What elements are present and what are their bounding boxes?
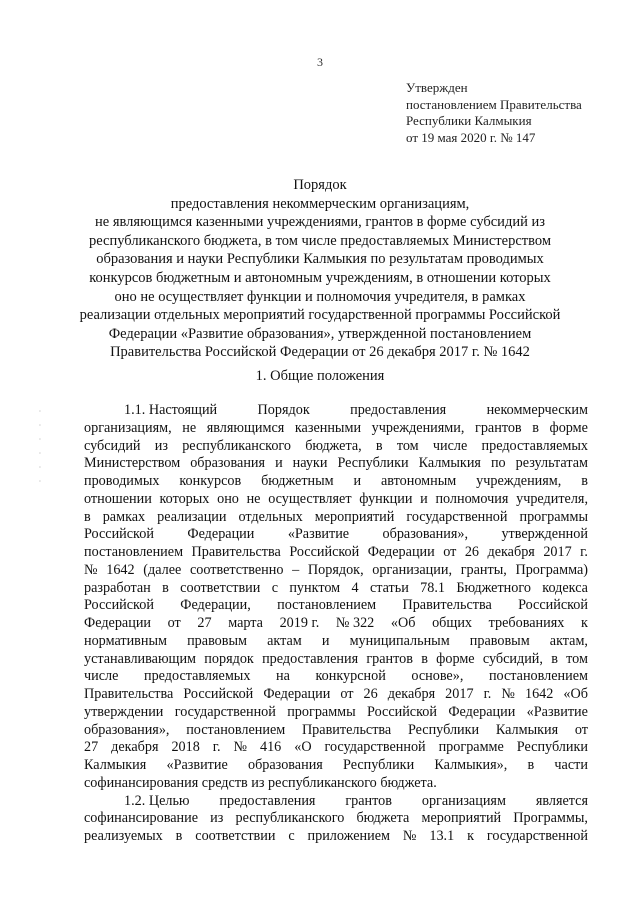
body-line xyxy=(84,615,588,633)
body-word: субсидий xyxy=(84,437,141,454)
body-word: Порядок xyxy=(257,402,310,418)
body-word: «Развитие xyxy=(526,703,588,720)
body-text xyxy=(84,402,588,846)
body-line xyxy=(84,704,588,722)
body-word: Федерации xyxy=(448,703,516,720)
title-line: Федерации «Развитие образования», утвержденной постановлением xyxy=(108,325,532,342)
title-line: не являющимся казенными учреждениями, грантов в форме субсидий из xyxy=(95,214,545,231)
body-word: бюджета xyxy=(356,810,410,827)
body-word: предоставления xyxy=(262,650,359,667)
body-word: Российской xyxy=(84,526,154,543)
body-word: проводимых xyxy=(84,473,160,489)
body-word: из xyxy=(154,437,168,454)
body-word: государственной xyxy=(406,508,508,525)
body-word: Российской xyxy=(518,597,588,614)
body-word: Российской xyxy=(84,597,154,614)
body-word: отношении xyxy=(84,490,152,507)
title-line: реализации отдельных мероприятий государственной программы Российской xyxy=(79,307,561,324)
body-word: организации, xyxy=(372,561,453,578)
body-line xyxy=(84,455,588,473)
body-line xyxy=(84,775,588,793)
body-word: правовым xyxy=(469,632,530,649)
body-line xyxy=(84,686,588,704)
body-word: на xyxy=(276,668,290,685)
body-word: программы xyxy=(287,703,356,720)
body-line xyxy=(84,828,588,846)
body-line xyxy=(84,651,588,669)
body-word: от xyxy=(574,721,588,738)
body-word: государственной xyxy=(486,828,588,844)
approval-line: постановлением Правительства xyxy=(406,96,582,112)
body-word: № 322 xyxy=(335,615,375,631)
body-word: и xyxy=(420,490,428,507)
body-word: Правительства xyxy=(191,544,281,560)
body-word: форме xyxy=(549,419,588,436)
body-word: некоммерческим xyxy=(486,402,588,418)
body-word: 78.1 xyxy=(420,579,445,596)
body-word: разработан xyxy=(84,579,151,596)
body-word: «Развитие xyxy=(287,526,350,543)
body-word: 26 xyxy=(363,686,378,702)
body-word: декабря xyxy=(111,739,159,756)
body-word: постановлением xyxy=(186,721,286,738)
body-word: г. xyxy=(580,544,588,560)
body-word: декабря xyxy=(387,686,436,702)
body-word: утвержденной xyxy=(501,526,588,543)
title-line: оно не осуществляет функции и полномочия учредителя, в рамках xyxy=(114,288,526,305)
body-line xyxy=(84,438,588,456)
body-word: марта xyxy=(228,615,263,631)
body-word: соответствии xyxy=(180,579,261,596)
body-word: – xyxy=(292,561,300,578)
margin-scan-marks: · · · · · · xyxy=(38,407,42,486)
body-word: образования», xyxy=(84,721,170,738)
body-word: оно xyxy=(217,490,239,507)
body-word: форме xyxy=(436,650,475,667)
body-word: «Развитие xyxy=(166,757,228,773)
body-word: общих xyxy=(432,615,473,631)
approval-line: от 19 мая 2020 г. № 147 xyxy=(406,129,536,145)
body-word: порядок xyxy=(204,650,254,667)
body-word: числе xyxy=(432,437,468,454)
body-word: Правительства xyxy=(84,686,174,702)
body-line xyxy=(84,473,588,491)
body-word: которых xyxy=(159,490,210,507)
body-word: Порядок, xyxy=(307,561,364,578)
body-word: статьи xyxy=(369,579,409,596)
body-word: 1642 xyxy=(106,561,135,578)
body-word: государственной xyxy=(324,739,426,756)
body-word: программе xyxy=(438,739,504,756)
body-word: Программа) xyxy=(515,561,588,578)
body-word: к xyxy=(580,615,588,631)
body-word: 2017 xyxy=(543,544,572,560)
body-line xyxy=(84,420,588,438)
body-word: республиканского xyxy=(182,437,291,454)
body-word: 26 xyxy=(464,544,479,560)
body-line xyxy=(84,562,588,580)
page-number: 3 xyxy=(317,55,323,69)
body-line xyxy=(84,810,588,828)
body-word: и xyxy=(275,455,283,472)
document-title xyxy=(60,176,580,362)
body-word: № xyxy=(233,739,248,756)
body-word: учреждениям, xyxy=(476,473,562,489)
body-word: Республики xyxy=(337,455,409,472)
body-word: в xyxy=(551,650,558,667)
body-word: в xyxy=(175,828,183,844)
body-word: грантов xyxy=(345,792,392,809)
body-word: Федерации xyxy=(367,544,435,560)
body-word: «О xyxy=(294,739,312,756)
body-word: предоставляемых xyxy=(481,437,588,454)
body-word: № xyxy=(84,561,98,578)
body-line xyxy=(84,633,588,651)
body-word: Республики xyxy=(516,739,588,756)
body-word: из xyxy=(210,810,224,827)
body-word: к xyxy=(467,828,474,844)
body-line xyxy=(84,739,588,757)
body-word: Калмыкия xyxy=(418,455,481,472)
body-word: части xyxy=(554,757,588,773)
body-word: № xyxy=(501,686,515,702)
body-word: бюджета, xyxy=(305,437,362,454)
body-word: программы xyxy=(519,508,588,525)
body-word: учреждениями, xyxy=(371,419,465,436)
body-word: Калмыкия xyxy=(495,721,559,738)
body-word: Российской xyxy=(367,703,437,720)
body-word: Республики xyxy=(407,721,480,738)
body-word: соответственно xyxy=(189,561,284,578)
body-word: субсидий, xyxy=(482,650,543,667)
body-word: требованиях xyxy=(488,615,565,631)
body-word: Калмыкия xyxy=(84,757,147,773)
body-word: от xyxy=(443,544,457,560)
body-word: с xyxy=(271,579,278,596)
body-word: в xyxy=(375,437,383,454)
body-word: конкурсной xyxy=(315,668,386,685)
body-word: в xyxy=(84,508,91,525)
body-word: Федерации xyxy=(84,615,152,631)
body-word: «Об xyxy=(563,686,588,702)
body-word: софинансирования средств из республиканского бюджета. xyxy=(84,774,437,791)
body-word: приложением xyxy=(307,828,391,844)
body-word: осуществляет xyxy=(268,490,352,507)
title-line: конкурсов бюджетным и автономным учреждениям, в отношении которых xyxy=(89,269,551,286)
body-word: конкурсов xyxy=(179,473,242,489)
body-word: Российской xyxy=(289,544,360,560)
body-word: образования xyxy=(190,455,266,472)
title-line: образования и науки Республики Калмыкия по результатам проводимых xyxy=(96,251,544,268)
body-word: 27 xyxy=(84,739,99,756)
body-word: предоставляемых xyxy=(143,668,251,685)
body-word: соответствии xyxy=(195,828,276,844)
title-line: предоставления некоммерческим организациям, xyxy=(170,195,470,212)
body-word: в xyxy=(527,757,535,773)
body-word: республиканского xyxy=(235,810,345,827)
body-word: реализации xyxy=(157,508,227,525)
body-word: государственной xyxy=(174,703,276,720)
body-word: 2017 xyxy=(445,686,474,702)
body-word: правовым xyxy=(187,632,247,649)
body-word: Правительства xyxy=(301,721,392,738)
body-word: 2018 xyxy=(171,739,200,756)
body-word: от xyxy=(340,686,354,702)
body-word: функции xyxy=(359,490,413,507)
body-word: 4 xyxy=(351,579,359,596)
body-word: 1.1. Настоящий xyxy=(124,402,218,418)
title-line: Правительства Российской Федерации от 26 декабря 2017 г. № 1642 xyxy=(110,344,530,361)
body-word: не xyxy=(182,419,197,436)
approval-line: Утвержден xyxy=(406,80,468,95)
body-word: Программы, xyxy=(513,810,588,827)
body-line xyxy=(84,722,588,740)
body-line xyxy=(84,757,588,775)
body-word: результатам xyxy=(515,455,588,472)
body-word: 2019 г. xyxy=(279,615,320,631)
body-line xyxy=(84,597,588,615)
body-word: Правительства xyxy=(402,597,492,614)
body-word: с xyxy=(288,828,295,844)
body-word: мероприятий xyxy=(314,508,395,525)
body-word: мероприятий xyxy=(421,810,502,827)
title-line: Порядок xyxy=(293,177,347,193)
body-word: реализуемых xyxy=(84,828,163,844)
approval-line: Республики Калмыкия xyxy=(406,113,532,128)
body-word: являющимся xyxy=(206,419,285,436)
body-word: основе», xyxy=(411,668,464,685)
body-word: Федерации, xyxy=(180,597,251,614)
body-word: образования xyxy=(247,757,323,773)
body-word: Республики xyxy=(343,757,415,773)
section-heading: 1. Общие положения xyxy=(255,368,385,384)
body-word: нормативным xyxy=(84,632,167,649)
body-word: г. xyxy=(212,739,221,756)
body-word: гранты, xyxy=(460,561,507,578)
body-word: полномочия xyxy=(435,490,509,507)
body-word: постановлением xyxy=(277,597,377,614)
body-line xyxy=(84,491,588,509)
body-word: в xyxy=(421,650,428,667)
body-word: казенными xyxy=(294,419,362,436)
body-word: 1.2. Целью xyxy=(124,792,190,809)
body-word: 27 xyxy=(197,615,212,631)
body-word: постановлением xyxy=(84,544,184,560)
body-word: постановлением xyxy=(488,668,588,685)
body-word: 416 xyxy=(259,739,282,756)
body-word: бюджетным xyxy=(261,473,334,489)
body-word: науки xyxy=(292,455,328,472)
body-word: в xyxy=(162,579,169,596)
body-word: № xyxy=(402,828,417,844)
body-word: организациям xyxy=(421,792,506,809)
body-word: том xyxy=(566,650,588,667)
body-word: предоставления xyxy=(219,792,316,809)
body-line xyxy=(84,793,588,811)
body-word: «Об xyxy=(390,615,416,631)
body-word: актам, xyxy=(549,632,588,649)
body-word: софинансирование xyxy=(84,810,199,827)
body-word: Российской xyxy=(183,686,254,702)
body-line xyxy=(84,526,588,544)
body-word: утверждении xyxy=(84,703,164,720)
body-line xyxy=(84,580,588,598)
body-word: не xyxy=(246,490,261,507)
body-word: учредителя, xyxy=(516,490,588,507)
body-line xyxy=(84,544,588,562)
body-word: по xyxy=(490,455,506,472)
body-word: числе xyxy=(84,668,119,685)
body-word: и xyxy=(353,473,362,489)
body-line xyxy=(84,668,588,686)
body-word: Федерации xyxy=(187,526,255,543)
body-word: муниципальным xyxy=(349,632,450,649)
body-word: рамках xyxy=(102,508,146,525)
body-word: грантов xyxy=(475,419,522,436)
body-word: в xyxy=(532,419,539,436)
body-word: 1642 xyxy=(524,686,554,702)
body-word: г. xyxy=(483,686,492,702)
body-line xyxy=(84,509,588,527)
body-word: от xyxy=(167,615,181,631)
body-word: устанавливающим xyxy=(84,650,197,667)
body-word: является xyxy=(535,792,588,809)
body-word: в xyxy=(581,473,588,489)
body-word: декабря xyxy=(487,544,535,560)
body-word: 13.1 xyxy=(429,828,455,844)
title-line: республиканского бюджета, в том числе предоставляемых Министерством xyxy=(89,232,551,249)
body-line xyxy=(84,402,588,420)
body-word: Калмыкия», xyxy=(434,757,508,773)
body-word: предоставления xyxy=(350,402,447,418)
body-word: актам xyxy=(267,632,302,649)
body-word: отдельных xyxy=(238,508,303,525)
body-word: организациям, xyxy=(84,419,172,436)
body-word: грантов xyxy=(366,650,413,667)
body-word: том xyxy=(396,437,419,454)
body-word: пунктом xyxy=(289,579,341,596)
body-word: Федерации xyxy=(263,686,331,702)
body-word: (далее xyxy=(143,561,182,578)
body-word: и xyxy=(321,632,330,649)
body-word: образования», xyxy=(382,526,469,543)
body-word: Министерством xyxy=(84,455,181,472)
body-word: Бюджетного xyxy=(456,579,531,596)
body-word: кодекса xyxy=(542,579,588,596)
body-word: автономным xyxy=(381,473,457,489)
approval-stamp xyxy=(406,80,582,146)
